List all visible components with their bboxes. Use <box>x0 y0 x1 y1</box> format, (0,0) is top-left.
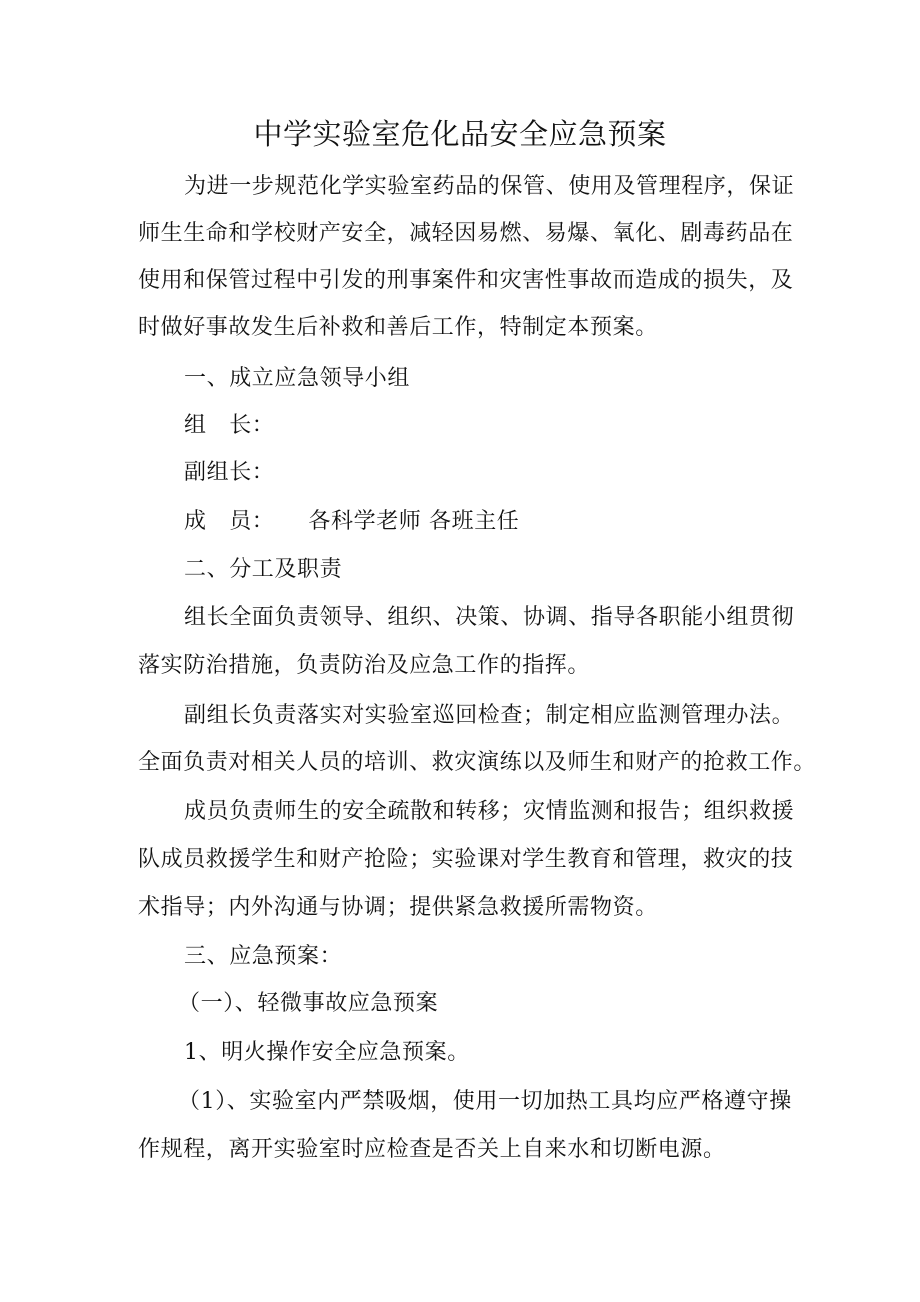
section3-heading: 三、应急预案： <box>184 944 343 969</box>
fire-safety-heading: 1、明火操作安全应急预案。 <box>184 1040 470 1065</box>
vice-duty-line-2: 全面负责对相关人员的培训、救灾演练以及师生和财产的抢救工作。 <box>138 750 817 775</box>
leader-duty-line-2: 落实防治措施，负责防治及应急工作的指挥。 <box>138 653 591 678</box>
members-value: 各科学老师 各班主任 <box>308 509 520 534</box>
fire-rule-line-1: （1）、实验室内严禁吸烟，使用一切加热工具均应严格遵守操 <box>178 1089 792 1114</box>
intro-line-2: 师生生命和学校财产安全，减轻因易燃、易爆、氧化、剧毒药品在 <box>138 221 794 246</box>
members-label: 成 员： <box>184 509 275 534</box>
vice-leader-line: 副组长： <box>184 460 275 485</box>
member-duty-line-1: 成员负责师生的安全疏散和转移；灾情监测和报告；组织救援 <box>184 799 795 824</box>
intro-line-4: 时做好事故发生后补救和善后工作，特制定本预案。 <box>138 315 658 340</box>
leader-line: 组 长： <box>184 413 275 438</box>
fire-rule-line-2: 作规程，离开实验室时应检查是否关上自来水和切断电源。 <box>138 1137 726 1162</box>
intro-line-3: 使用和保管过程中引发的刑事案件和灾害性事故而造成的损失，及 <box>138 268 794 293</box>
minor-accident-heading: （一）、轻微事故应急预案 <box>178 991 439 1016</box>
section1-heading: 一、成立应急领导小组 <box>184 366 411 391</box>
vice-duty-line-1: 副组长负责落实对实验室巡回检查；制定相应监测管理办法。 <box>184 703 795 728</box>
members-line <box>184 507 519 537</box>
document-title: 中学实验室危化品安全应急预案 <box>253 117 667 151</box>
section2-heading: 二、分工及职责 <box>184 557 343 582</box>
leader-duty-line-1: 组长全面负责领导、组织、决策、协调、指导各职能小组贯彻 <box>184 605 795 630</box>
intro-line-1: 为进一步规范化学实验室药品的保管、使用及管理程序，保证 <box>184 174 795 199</box>
member-duty-line-3: 术指导；内外沟通与协调；提供紧急救援所需物资。 <box>138 895 658 920</box>
member-duty-line-2: 队成员救援学生和财产抢险；实验课对学生教育和管理，救灾的技 <box>138 847 794 872</box>
